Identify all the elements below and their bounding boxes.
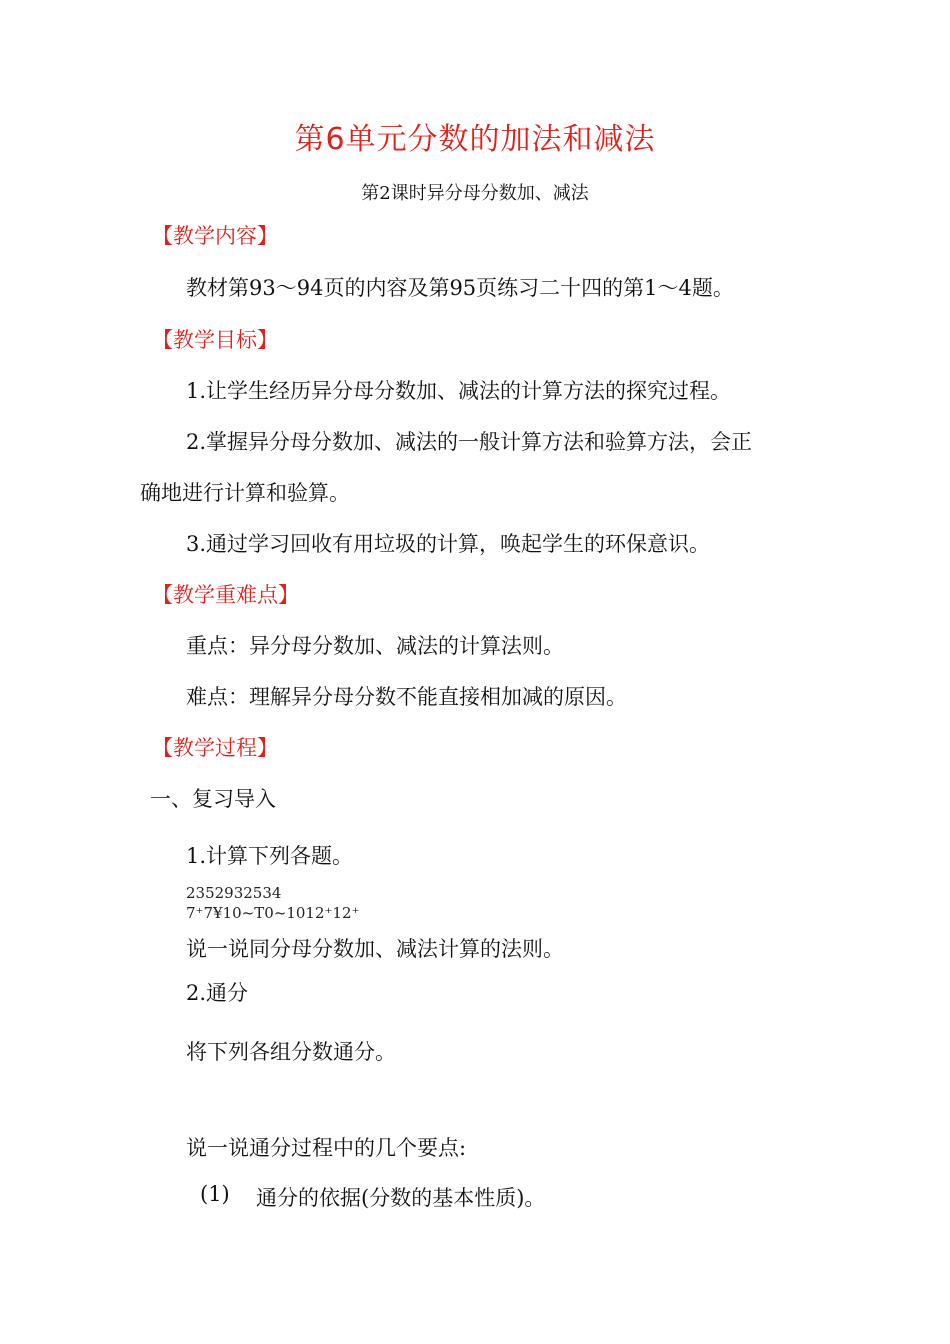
step-1-title: 一、复习导入 (150, 787, 276, 811)
step-2-text: 将下列各组分数通分。 (186, 1040, 396, 1064)
exercise-garbled-line-1: 2352932534 (186, 884, 282, 902)
step-1-say: 说一说同分母分数加、减法计算的法则。 (186, 937, 564, 961)
page-title: 第6单元分数的加法和减法 (294, 122, 656, 157)
difficulty: 难点：理解异分母分数不能直接相加减的原因。 (186, 685, 627, 709)
goal-2-line-1: 2.掌握异分母分数加、减法的一般计算方法和验算方法，会正 (186, 430, 753, 454)
goal-2-line-2: 确地进行计算和验算。 (140, 481, 350, 505)
keypoints-heading: 【教学重难点】 (152, 583, 299, 607)
exercise-garbled-line-2: 7⁺7¥10~T0~1012⁺12⁺ (186, 904, 360, 922)
step-1-item: 1.计算下列各题。 (186, 844, 354, 868)
step-2-say: 说一说通分过程中的几个要点: (186, 1136, 467, 1160)
point-1-number: (1) (200, 1182, 230, 1206)
goal-1: 1.让学生经历异分母分数加、减法的计算方法的探究过程。 (186, 379, 732, 403)
step-2-item: 2.通分 (186, 981, 249, 1005)
point-1-text: 通分的依据(分数的基本性质)。 (256, 1186, 546, 1210)
goal-3: 3.通过学习回收有用垃圾的计算，唤起学生的环保意识。 (186, 532, 711, 556)
process-heading: 【教学过程】 (152, 736, 278, 760)
keypoint: 重点：异分母分数加、减法的计算法则。 (186, 634, 564, 658)
goals-heading: 【教学目标】 (152, 328, 278, 352)
content-text: 教材第93〜94页的内容及第95页练习二十四的第1〜4题。 (186, 276, 734, 300)
content-heading: 【教学内容】 (152, 224, 278, 248)
lesson-subtitle: 第2课时异分母分数加、减法 (361, 183, 589, 204)
